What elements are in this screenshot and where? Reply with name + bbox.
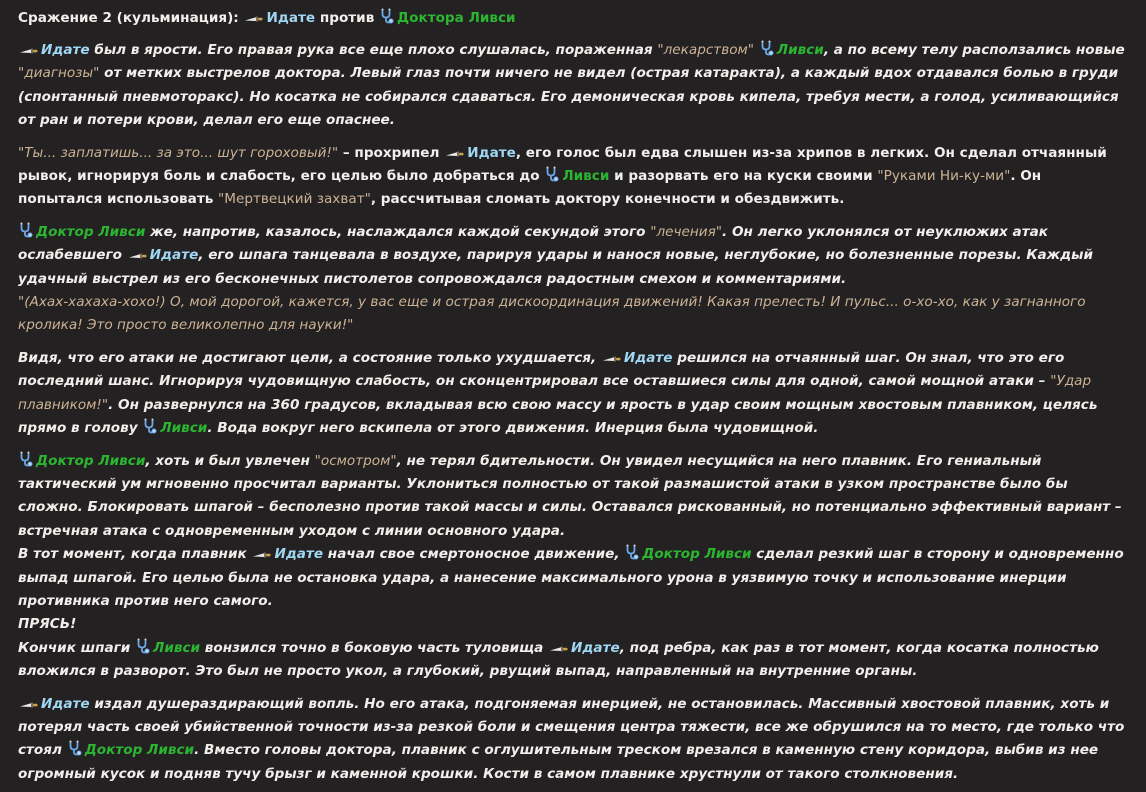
stethoscope-icon <box>68 740 82 756</box>
text: . Он легко уклонялся от неуклюжих атак ослабевшего <box>18 223 1049 264</box>
text: . Вода вокруг него вскипела от этого движения. Инерция была чудовищной. <box>207 420 819 437</box>
stethoscope-icon <box>143 418 157 434</box>
quote: "Руками Ни-ку-ми" <box>877 168 1011 185</box>
paragraph-1 <box>18 39 1128 133</box>
text: издал душераздирающий вопль. Но его атака, подгоняемая инерцией, не остановилась. Массивный хвостовой плавник, хоть и потерял часть своей убийственной точности из-за резкой боли и смещения центра тяжести, все же обрушился на то место, где только что стоял <box>18 695 1125 759</box>
name-livsey: Доктор Ливси <box>36 223 146 240</box>
text: решился на отчаянный шаг. Он знал, что это его последний шанс. Игнорируя чудовищную слабость, он сконцентрировал все оставшиеся силы для одной, самой мощной атаки – <box>18 349 1065 390</box>
quote: "осмотром" <box>314 452 397 469</box>
stethoscope-icon <box>545 166 559 182</box>
heading-livsey: Доктора Ливси <box>397 10 516 26</box>
stethoscope-icon <box>625 544 639 560</box>
name-livsey: Доктор Ливси <box>642 546 752 563</box>
paragraph-5 <box>18 450 1128 684</box>
knife-icon <box>445 149 464 159</box>
text: и разорвать его на куски своими <box>609 168 878 185</box>
name-livsey: Доктор Ливси <box>36 452 146 469</box>
text: . Он развернулся на 360 градусов, вкладывая всю свою массу и ярость в удар своим мощным хвостовым плавником, целясь прямо в голову <box>18 396 1098 437</box>
name-livsey: Доктор Ливси <box>84 742 195 759</box>
text: от метких выстрелов доктора. Левый глаз почти ничего не видел (острая катаракта), а каждый вдох отдавался болью в груди (спонтанный пневмоторакс). Но косатка не собирался сдаваться. Его демоническая кровь кипела, требуя мести, а голод, усиливающийся от ран и потери крови, делал его еще опаснее. <box>18 65 1119 129</box>
knife-icon <box>252 550 271 560</box>
quote: "(Ахах-хахаха-хохо!) О, мой дорогой, кажется, у вас еще и острая дискоординация движений! Какая прелесть! И пульс... о-хо-хо, как у загнанного кролика! Это просто великолепно для науки!" <box>18 294 1086 334</box>
name-livsey: Ливси <box>160 420 208 437</box>
quote: "Ты... заплатишь... за это... шут гороховый!" <box>18 144 339 161</box>
paragraph-3 <box>18 221 1128 338</box>
name-idate: Идате <box>274 546 324 563</box>
text: начал свое смертоносное движение, <box>323 546 625 563</box>
heading-idate: Идате <box>266 10 316 26</box>
text: сделал резкий шаг в сторону и одновременно выпад шпагой. Его целью была не остановка удара, а нанесение максимального урона в уязвимую точку и использование инерции противника против него самого. <box>18 546 1124 609</box>
stethoscope-icon <box>19 451 33 467</box>
text: , его голос был едва слышен из-за хрипов в легких. Он сделал отчаянный рывок, игнорируя боль и слабость, его целью было добраться до <box>18 144 1107 185</box>
text: , хоть и был увлечен <box>145 452 315 469</box>
text: Кончик шпаги <box>18 639 136 656</box>
heading-prefix: Сражение 2 (кульминация): <box>18 10 239 26</box>
text: , его шпага танцевала в воздухе, парируя удары и нанося новые, неглубокие, но болезненные порезы. Каждый удачный выстрел из его бесконечных пистолетов сопровождался радостным смехом и комментариями. <box>18 247 1093 287</box>
name-idate: Идате <box>41 695 90 712</box>
name-livsey: Ливси <box>562 168 610 185</box>
stethoscope-icon <box>136 638 150 654</box>
text: вонзился точно в боковую часть туловища <box>200 639 549 656</box>
text: – прохрипел <box>338 144 445 161</box>
name-livsey: Ливси <box>153 639 201 656</box>
text: В тот момент, когда плавник <box>18 546 252 563</box>
stethoscope-icon <box>380 8 394 24</box>
stethoscope-icon <box>760 40 774 56</box>
text: , не терял бдительности. Он увидел несущийся на него плавник. Его гениальный тактический ум мгновенно просчитал варианты. Уклониться полностью от такой размашистой атаки в узком пространстве было бы сложно. Блокировать шпагой – бесполезно против такой массы и силы. Оставался рискованный, но потенциально эффективный вариант – встречная атака с одновременным уходом с линии основного удара. <box>18 452 1122 539</box>
name-livsey: Ливси <box>776 42 824 58</box>
name-idate: Идате <box>467 144 516 161</box>
name-idate: Идате <box>571 639 620 656</box>
text: , рассчитывая сломать доктору конечности и обездвижить. <box>370 191 845 208</box>
text: был в ярости. Его правая рука все еще плохо слушалась, пораженная <box>89 42 658 58</box>
text: , а по всему телу расползались новые <box>823 42 1125 58</box>
knife-icon <box>19 46 38 56</box>
name-idate: Идате <box>149 247 199 264</box>
quote: "диагнозы" <box>18 65 100 82</box>
knife-icon <box>128 251 147 261</box>
quote: "лечения" <box>650 223 723 240</box>
text: , под ребра, как раз в тот момент, когда косатка полностью вложился в разворот. Это был не просто укол, а глубокий, рвущий выпад, направленный на внутренние органы. <box>18 639 1099 680</box>
text: Видя, что его атаки не достигают цели, а состояние только ухудшается, <box>18 349 601 366</box>
name-idate: Идате <box>41 42 90 58</box>
stethoscope-icon <box>19 222 33 238</box>
paragraph-4 <box>18 347 1128 441</box>
knife-icon <box>244 14 263 24</box>
knife-icon <box>602 354 621 364</box>
quote: "Мертвецкий захват" <box>218 191 371 208</box>
knife-icon <box>19 700 38 710</box>
text <box>754 42 759 58</box>
text: . Вместо головы доктора, плавник с оглушительным треском врезался в каменную стену коридора, выбив из нее огромный кусок и подняв тучу брызг и каменной крошки. Кости в самом плавнике хрустнули от такого столкновения. <box>18 742 1099 782</box>
quote: "Удар плавником!" <box>18 373 1092 413</box>
text: же, напротив, казалось, наслаждался каждой секундой этого <box>145 223 651 240</box>
battle-heading <box>18 6 1128 30</box>
paragraph-2 <box>18 142 1128 212</box>
name-idate: Идате <box>623 349 673 366</box>
knife-icon <box>549 644 568 654</box>
paragraph-6 <box>18 693 1128 787</box>
sound-effect: ПРЯСЬ! <box>18 616 77 633</box>
heading-vs: против <box>319 10 375 26</box>
quote: "лекарством" <box>657 42 755 58</box>
text: . Он попытался использовать <box>18 168 1042 208</box>
